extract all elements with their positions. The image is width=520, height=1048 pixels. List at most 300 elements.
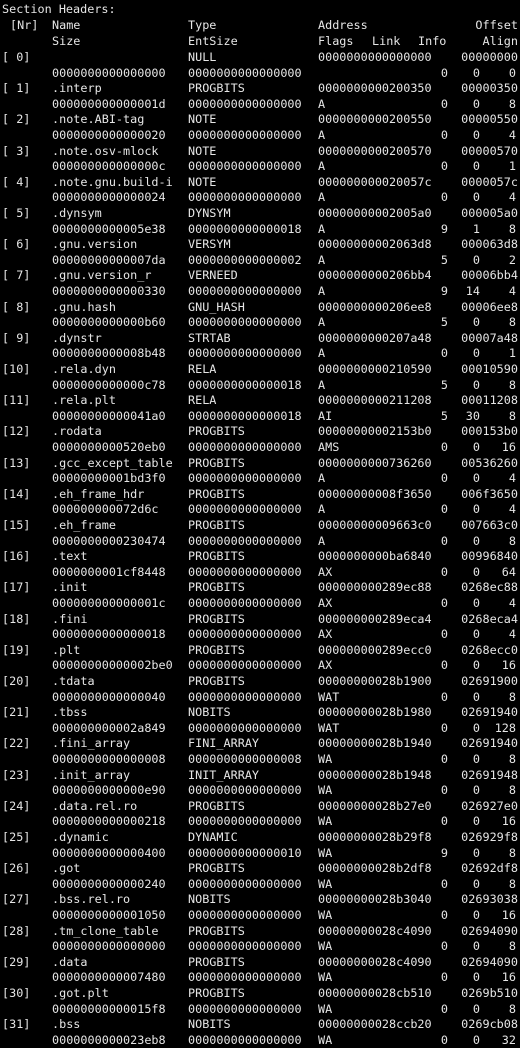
section-entsize: 0000000000000000	[188, 159, 302, 173]
section-info: 14	[465, 284, 480, 298]
section-size: 000000000002a849	[52, 721, 166, 735]
section-entsize: 0000000000000000	[188, 471, 302, 485]
section-row-detail	[2, 877, 518, 892]
section-nr: [ 8]	[2, 300, 31, 314]
section-flags: AX	[318, 627, 333, 641]
section-link: 5	[440, 409, 448, 423]
section-row-detail	[2, 814, 518, 829]
section-row	[2, 986, 518, 1001]
section-offset: 000153b0	[461, 424, 518, 438]
section-entsize: 0000000000000010	[188, 846, 302, 860]
section-size: 0000000000000024	[52, 190, 166, 204]
section-nr: [ 5]	[2, 206, 31, 220]
section-info: 0	[472, 190, 480, 204]
section-nr: [31]	[2, 1017, 31, 1031]
section-type: PROGBITS	[188, 799, 245, 813]
section-name: .dynstr	[52, 331, 102, 345]
section-offset: 0269cb08	[461, 1017, 518, 1031]
section-offset: 000063d8	[461, 237, 518, 251]
section-size: 0000000000007480	[52, 970, 166, 984]
section-nr: [23]	[2, 768, 31, 782]
col-size: Size	[52, 34, 81, 48]
section-flags: WA	[318, 814, 333, 828]
section-row	[2, 705, 518, 720]
section-info: 0	[472, 66, 480, 80]
section-row-detail	[2, 565, 518, 580]
section-row	[2, 1017, 518, 1032]
section-address: 00000000028c4090	[318, 955, 432, 969]
section-row	[2, 861, 518, 876]
section-align: 16	[501, 908, 516, 922]
section-address: 00000000002063d8	[318, 237, 432, 251]
section-info: 0	[472, 378, 480, 392]
section-address: 00000000028b1900	[318, 674, 432, 688]
section-flags: WAT	[318, 721, 340, 735]
section-offset: 00006ee8	[461, 300, 518, 314]
section-name: .bss	[52, 1017, 81, 1031]
section-row	[2, 674, 518, 689]
section-name: .eh_frame_hdr	[52, 487, 145, 501]
section-link: 9	[440, 222, 448, 236]
col-info: Info	[418, 34, 447, 48]
section-row-detail	[2, 97, 518, 112]
section-row-detail	[2, 159, 518, 174]
section-row-detail	[2, 378, 518, 393]
section-nr: [25]	[2, 830, 31, 844]
section-row-detail	[2, 939, 518, 954]
section-link: 0	[440, 346, 448, 360]
section-align: 4	[508, 128, 516, 142]
section-address: 00000000028cb510	[318, 986, 432, 1000]
section-entsize: 0000000000000000	[188, 1033, 302, 1047]
section-row	[2, 424, 518, 439]
section-type: NOTE	[188, 175, 217, 189]
section-size: 0000000000005e38	[52, 222, 166, 236]
section-nr: [30]	[2, 986, 31, 1000]
section-link: 5	[440, 253, 448, 267]
section-name: .init_array	[52, 768, 131, 782]
section-entsize: 0000000000000000	[188, 939, 302, 953]
section-offset: 02693038	[461, 892, 518, 906]
section-info: 0	[472, 658, 480, 672]
section-flags: WA	[318, 783, 333, 797]
section-type: NOTE	[188, 144, 217, 158]
section-address: 0000000000211208	[318, 393, 432, 407]
section-offset: 00000570	[461, 144, 518, 158]
section-row	[2, 487, 518, 502]
section-link: 0	[440, 128, 448, 142]
section-info: 0	[472, 253, 480, 267]
section-size: 0000000000000c78	[52, 378, 166, 392]
section-entsize: 0000000000000000	[188, 440, 302, 454]
col-flags: Flags	[318, 34, 354, 48]
section-nr: [19]	[2, 643, 31, 657]
section-row	[2, 768, 518, 783]
section-address: 00000000028c4090	[318, 924, 432, 938]
section-link: 0	[440, 565, 448, 579]
section-row-detail	[2, 346, 518, 361]
section-flags: AX	[318, 658, 333, 672]
col-entsize: EntSize	[188, 34, 238, 48]
section-type: PROGBITS	[188, 612, 245, 626]
section-link: 0	[440, 66, 448, 80]
section-type: STRTAB	[188, 331, 231, 345]
section-offset: 00007a48	[461, 331, 518, 345]
section-nr: [ 4]	[2, 175, 31, 189]
section-link: 0	[440, 877, 448, 891]
section-link: 9	[440, 846, 448, 860]
section-size: 0000000000000b60	[52, 315, 166, 329]
section-offset: 00000550	[461, 112, 518, 126]
section-row-detail	[2, 66, 518, 81]
section-flags: A	[318, 534, 326, 548]
section-name: .tdata	[52, 674, 95, 688]
section-info: 0	[472, 752, 480, 766]
section-link: 0	[440, 970, 448, 984]
section-type: RELA	[188, 393, 217, 407]
section-entsize: 0000000000000000	[188, 502, 302, 516]
section-row	[2, 799, 518, 814]
section-entsize: 0000000000000018	[188, 378, 302, 392]
section-row	[2, 362, 518, 377]
section-offset: 0268ec88	[461, 580, 518, 594]
section-row-detail	[2, 253, 518, 268]
section-align: 8	[508, 1002, 516, 1016]
section-row-detail	[2, 752, 518, 767]
section-info: 0	[472, 159, 480, 173]
section-type: PROGBITS	[188, 674, 245, 688]
section-nr: [ 6]	[2, 237, 31, 251]
section-type: INIT_ARRAY	[188, 768, 260, 782]
section-entsize: 0000000000000002	[188, 253, 302, 267]
section-nr: [13]	[2, 456, 31, 470]
section-flags: A	[318, 346, 326, 360]
section-type: PROGBITS	[188, 424, 245, 438]
section-align: 16	[501, 970, 516, 984]
section-address: 0000000000000000	[318, 50, 432, 64]
section-type: VERSYM	[188, 237, 231, 251]
section-align: 8	[508, 752, 516, 766]
section-address: 00000000028b2df8	[318, 861, 432, 875]
section-type: PROGBITS	[188, 955, 245, 969]
section-row	[2, 643, 518, 658]
column-header-row-1	[2, 18, 518, 33]
section-entsize: 0000000000000000	[188, 970, 302, 984]
section-type: PROGBITS	[188, 487, 245, 501]
section-link: 0	[440, 908, 448, 922]
section-row-detail	[2, 409, 518, 424]
section-link: 0	[440, 190, 448, 204]
section-nr: [21]	[2, 705, 31, 719]
section-size: 00000000000015f8	[52, 1002, 166, 1016]
section-row-detail	[2, 222, 518, 237]
section-name: .note.ABI-tag	[52, 112, 145, 126]
section-offset: 02691900	[461, 674, 518, 688]
section-offset: 0000057c	[461, 175, 518, 189]
section-info: 0	[472, 1033, 480, 1047]
section-align: 4	[508, 190, 516, 204]
section-flags: AMS	[318, 440, 340, 454]
section-type: PROGBITS	[188, 861, 245, 875]
section-entsize: 0000000000000000	[188, 783, 302, 797]
section-row	[2, 393, 518, 408]
section-type: PROGBITS	[188, 81, 245, 95]
section-entsize: 0000000000000000	[188, 596, 302, 610]
section-align: 4	[508, 284, 516, 298]
section-address: 0000000000736260	[318, 456, 432, 470]
section-size: 0000000000230474	[52, 534, 166, 548]
section-address: 0000000000200350	[318, 81, 432, 95]
section-entsize: 0000000000000000	[188, 908, 302, 922]
section-nr: [ 1]	[2, 81, 31, 95]
col-name: Name	[52, 18, 81, 32]
section-info: 0	[472, 471, 480, 485]
section-name: .got.plt	[52, 986, 109, 1000]
section-link: 0	[440, 596, 448, 610]
section-name: .note.osv-mlock	[52, 144, 159, 158]
section-address: 00000000009663c0	[318, 518, 432, 532]
section-flags: WA	[318, 939, 333, 953]
section-align: 128	[494, 721, 516, 735]
section-info: 0	[472, 814, 480, 828]
section-offset: 00000350	[461, 81, 518, 95]
section-row-detail	[2, 471, 518, 486]
section-address: 0000000000200550	[318, 112, 432, 126]
section-offset: 000005a0	[461, 206, 518, 220]
section-type: GNU_HASH	[188, 300, 245, 314]
section-link: 0	[440, 690, 448, 704]
section-nr: [ 2]	[2, 112, 31, 126]
section-address: 00000000028b1948	[318, 768, 432, 782]
section-name: .note.gnu.build-i	[52, 175, 173, 189]
section-offset: 02691940	[461, 736, 518, 750]
section-info: 0	[472, 721, 480, 735]
section-align: 32	[501, 1033, 516, 1047]
col-link: Link	[372, 34, 401, 48]
section-size: 0000000000023eb8	[52, 1033, 166, 1047]
section-align: 1	[508, 159, 516, 173]
section-offset: 0268eca4	[461, 612, 518, 626]
section-align: 16	[501, 658, 516, 672]
section-address: 00000000028b29f8	[318, 830, 432, 844]
section-address: 00000000028b1980	[318, 705, 432, 719]
section-flags: AX	[318, 565, 333, 579]
section-row	[2, 580, 518, 595]
section-align: 8	[508, 690, 516, 704]
section-name: .tm_clone_table	[52, 924, 159, 938]
section-size: 0000000000008b48	[52, 346, 166, 360]
section-size: 000000000000000c	[52, 159, 166, 173]
section-offset: 026927e0	[461, 799, 518, 813]
section-align: 4	[508, 596, 516, 610]
section-name: .rela.plt	[52, 393, 116, 407]
section-flags: A	[318, 128, 326, 142]
section-link: 9	[440, 284, 448, 298]
section-row	[2, 50, 518, 65]
section-flags: A	[318, 253, 326, 267]
section-type: PROGBITS	[188, 456, 245, 470]
section-flags: WA	[318, 970, 333, 984]
section-size: 0000000000000000	[52, 939, 166, 953]
col-address: Address	[318, 18, 368, 32]
section-link: 0	[440, 502, 448, 516]
section-flags: AX	[318, 596, 333, 610]
section-row	[2, 175, 518, 190]
section-type: PROGBITS	[188, 518, 245, 532]
section-offset: 006f3650	[461, 487, 518, 501]
section-size: 00000000000002be0	[52, 658, 173, 672]
section-type: NOBITS	[188, 705, 231, 719]
section-nr: [12]	[2, 424, 31, 438]
section-link: 0	[440, 627, 448, 641]
section-size: 0000000000000040	[52, 690, 166, 704]
section-address: 00000000008f3650	[318, 487, 432, 501]
section-type: PROGBITS	[188, 580, 245, 594]
section-nr: [14]	[2, 487, 31, 501]
section-size: 0000000000000008	[52, 752, 166, 766]
section-nr: [11]	[2, 393, 31, 407]
section-align: 16	[501, 440, 516, 454]
section-link: 0	[440, 534, 448, 548]
section-nr: [ 9]	[2, 331, 31, 345]
section-nr: [26]	[2, 861, 31, 875]
section-flags: AI	[318, 409, 333, 423]
section-flags: A	[318, 159, 326, 173]
section-info: 0	[472, 908, 480, 922]
section-entsize: 0000000000000000	[188, 565, 302, 579]
section-align: 1	[508, 346, 516, 360]
section-headers-title: Section Headers:	[2, 2, 116, 16]
section-size: 0000000000000000	[52, 66, 166, 80]
section-name: .tbss	[52, 705, 88, 719]
section-size: 000000000000001c	[52, 596, 166, 610]
section-link: 0	[440, 97, 448, 111]
section-align: 64	[501, 565, 516, 579]
section-name: .fini_array	[52, 736, 131, 750]
section-flags: WA	[318, 846, 333, 860]
section-flags: WA	[318, 752, 333, 766]
section-row-detail	[2, 190, 518, 205]
section-type: NOTE	[188, 112, 217, 126]
section-address: 0000000000200570	[318, 144, 432, 158]
section-address: 00000000028b3040	[318, 892, 432, 906]
section-row-detail	[2, 534, 518, 549]
section-info: 0	[472, 534, 480, 548]
section-flags: WA	[318, 1033, 333, 1047]
section-nr: [15]	[2, 518, 31, 532]
section-entsize: 0000000000000000	[188, 97, 302, 111]
section-entsize: 0000000000000000	[188, 658, 302, 672]
section-nr: [29]	[2, 955, 31, 969]
section-offset: 02691940	[461, 705, 518, 719]
section-align: 8	[508, 378, 516, 392]
section-info: 0	[472, 596, 480, 610]
col-type: Type	[188, 18, 217, 32]
section-row-detail	[2, 1033, 518, 1048]
section-name: .data.rel.ro	[52, 799, 138, 813]
section-address: 000000000020057c	[318, 175, 432, 189]
col-align: Align	[482, 34, 518, 48]
section-offset: 02692df8	[461, 861, 518, 875]
section-row-detail	[2, 596, 518, 611]
section-address: 00000000002005a0	[318, 206, 432, 220]
col-nr: [Nr]	[10, 18, 39, 32]
section-offset: 007663c0	[461, 518, 518, 532]
section-entsize: 0000000000000000	[188, 346, 302, 360]
section-address: 000000000289ec88	[318, 580, 432, 594]
section-entsize: 0000000000000000	[188, 284, 302, 298]
section-address: 0000000000210590	[318, 362, 432, 376]
section-name: .plt	[52, 643, 81, 657]
section-address: 0000000000206bb4	[318, 268, 432, 282]
section-align: 8	[508, 534, 516, 548]
section-link: 0	[440, 471, 448, 485]
column-header-row-2	[2, 34, 518, 49]
section-size: 0000000000000330	[52, 284, 166, 298]
section-size: 0000000000000400	[52, 846, 166, 860]
section-name: .gnu.hash	[52, 300, 116, 314]
section-nr: [18]	[2, 612, 31, 626]
section-row	[2, 456, 518, 471]
section-address: 00000000028b27e0	[318, 799, 432, 813]
section-type: VERNEED	[188, 268, 238, 282]
section-row	[2, 549, 518, 564]
section-align: 8	[508, 846, 516, 860]
section-entsize: 0000000000000000	[188, 190, 302, 204]
section-flags: WA	[318, 877, 333, 891]
section-name: .dynsym	[52, 206, 102, 220]
section-align: 8	[508, 97, 516, 111]
section-type: DYNAMIC	[188, 830, 238, 844]
section-row	[2, 300, 518, 315]
section-row-detail	[2, 502, 518, 517]
section-type: PROGBITS	[188, 549, 245, 563]
section-size: 0000000000000e90	[52, 783, 166, 797]
section-align: 8	[508, 939, 516, 953]
section-entsize: 0000000000000000	[188, 315, 302, 329]
section-flags: A	[318, 222, 326, 236]
section-row-detail	[2, 846, 518, 861]
section-nr: [27]	[2, 892, 31, 906]
section-link: 0	[440, 159, 448, 173]
section-type: NOBITS	[188, 1017, 231, 1031]
section-name: .interp	[52, 81, 102, 95]
section-row	[2, 268, 518, 283]
section-flags: A	[318, 97, 326, 111]
section-name: .fini	[52, 612, 88, 626]
section-address: 00000000028b1940	[318, 736, 432, 750]
section-link: 0	[440, 721, 448, 735]
section-row	[2, 144, 518, 159]
section-info: 0	[472, 970, 480, 984]
section-link: 0	[440, 1002, 448, 1016]
section-row	[2, 331, 518, 346]
section-align: 8	[508, 409, 516, 423]
section-name: .rodata	[52, 424, 102, 438]
section-nr: [ 0]	[2, 50, 31, 64]
section-nr: [28]	[2, 924, 31, 938]
section-row-detail	[2, 783, 518, 798]
section-link: 0	[440, 440, 448, 454]
section-name: .gcc_except_table	[52, 456, 173, 470]
section-offset: 0269b510	[461, 986, 518, 1000]
section-address: 0000000000207a48	[318, 331, 432, 345]
section-info: 0	[472, 97, 480, 111]
section-row	[2, 955, 518, 970]
section-offset: 0268ecc0	[461, 643, 518, 657]
section-align: 8	[508, 222, 516, 236]
section-type: DYNSYM	[188, 206, 231, 220]
